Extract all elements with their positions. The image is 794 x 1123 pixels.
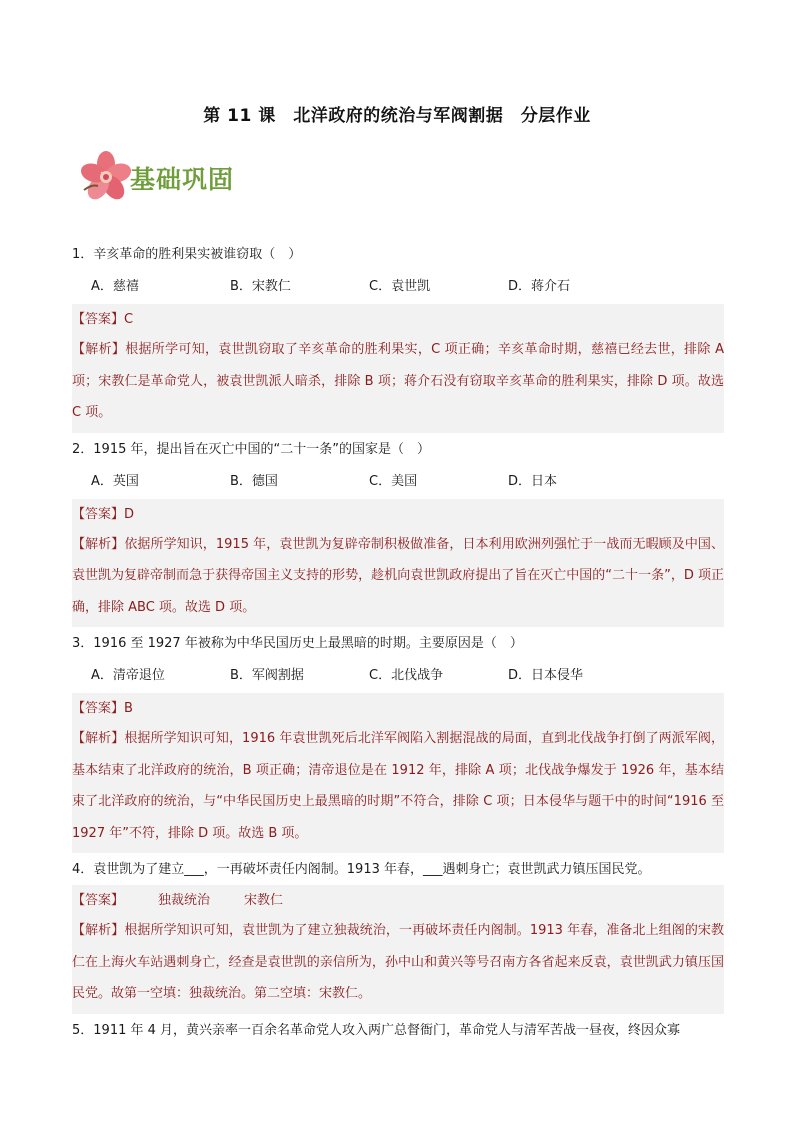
question-2-stem: 2．1915 年，提出旨在灭亡中国的“二十一条”的国家是（ ）: [72, 441, 430, 457]
question-4-stem: 4．袁世凯为了建立___，一再破坏责任内阁制。1913 年春，___遇刺身亡；袁世凯武力镇压国民党。: [72, 862, 651, 877]
option-d: D．日本: [508, 473, 558, 489]
question-2-solution: [72, 499, 724, 628]
option-a: A．慈禧: [91, 279, 139, 294]
page-title: 第 11 课 北洋政府的统治与军阀割据 分层作业: [203, 106, 591, 126]
answer: 【答案】C: [72, 312, 134, 327]
question-3-solution: [72, 693, 724, 853]
analysis: 【解析】根据所学可知，袁世凯窃取了辛亥革命的胜利果实，C 项正确；辛亥革命时期，慈禧已经去世，排除 A 项；宋教仁是革命党人，被袁世凯派人暗杀，排除 B 项；蒋介石没有窃取辛亥革命的胜利果实，排除 D 项。故选 C 项。: [72, 342, 724, 420]
answer: [72, 887, 724, 915]
option-c: C．袁世凯: [369, 279, 431, 294]
section-title: 基础巩固: [130, 165, 235, 194]
question-2-options: [72, 463, 724, 499]
analysis: 【解析】根据所学知识可知，1916 年袁世凯死后北洋军阀陷入割据混战的局面，直到北伐战争打倒了两派军阀，基本结束了北洋政府的统治，B 项正确；清帝退位是在 1912 年，排除 A 项；北伐战争爆发于 1926 年，基本结束了北洋政府的统治，与“中华民国历史上最黑暗的时期”不符合，排除 C 项；日本侵华与题干中的时间“1916 至 1927 年”不符，排除 D 项。故选 B 项。: [72, 731, 724, 841]
answer-blank-1: 独裁统治: [158, 893, 211, 908]
question-1-solution: [72, 304, 724, 433]
option-b: B．军阀割据: [230, 668, 304, 683]
answer: 【答案】D: [72, 506, 135, 522]
answer-label: 【答案】: [72, 893, 125, 908]
option-a: A．英国: [91, 473, 139, 489]
analysis: 【解析】依据所学知识，1915 年，袁世凯为复辟帝制积极做准备，日本利用欧洲列强忙于一战而无暇顾及中国、袁世凯为复辟帝制而急于获得帝国主义支持的形势，趁机向袁世凯政府提出了旨在灭亡中国的“二十一条”，D 项正确，排除 ABC 项。故选 D 项。: [72, 536, 724, 615]
option-b: B．宋教仁: [230, 279, 291, 294]
option-b: B．德国: [230, 473, 278, 489]
flower-icon: [76, 150, 134, 206]
question-3-options: [72, 657, 724, 693]
answer: 【答案】B: [72, 701, 133, 716]
option-d: D．日本侵华: [508, 668, 584, 683]
option-c: C．美国: [369, 473, 418, 489]
question-1-options: [72, 268, 724, 304]
question-3-stem: 3．1916 至 1927 年被称为中华民国历史上最黑暗的时期。主要原因是（ ）: [72, 636, 523, 651]
question-5-stem: 5．1911 年 4 月，黄兴亲率一百余名革命党人攻入两广总督衙门，革命党人与清军苦战一昼夜，终因众寡: [72, 1022, 681, 1038]
option-d: D．蒋介石: [508, 279, 571, 294]
option-a: A．清帝退位: [91, 668, 165, 683]
question-1-stem: 1．辛亥革命的胜利果实被谁窃取（ ）: [72, 247, 302, 262]
analysis: 【解析】根据所学知识可知，袁世凯为了建立独裁统治，一再破坏责任内阁制。1913 年春，准备北上组阁的宋教仁在上海火车站遇刺身亡，经查是袁世凯的亲信所为，孙中山和黄兴等号召南方各省起来反袁，袁世凯武力镇压国民党。故第一空填：独裁统治。第二空填：宋教仁。: [72, 923, 724, 1001]
question-list: [72, 242, 724, 1044]
section-header: [76, 150, 234, 206]
question-4-solution: [72, 885, 724, 1014]
answer-blank-2: 宋教仁: [244, 893, 284, 908]
option-c: C．北伐战争: [369, 668, 444, 683]
